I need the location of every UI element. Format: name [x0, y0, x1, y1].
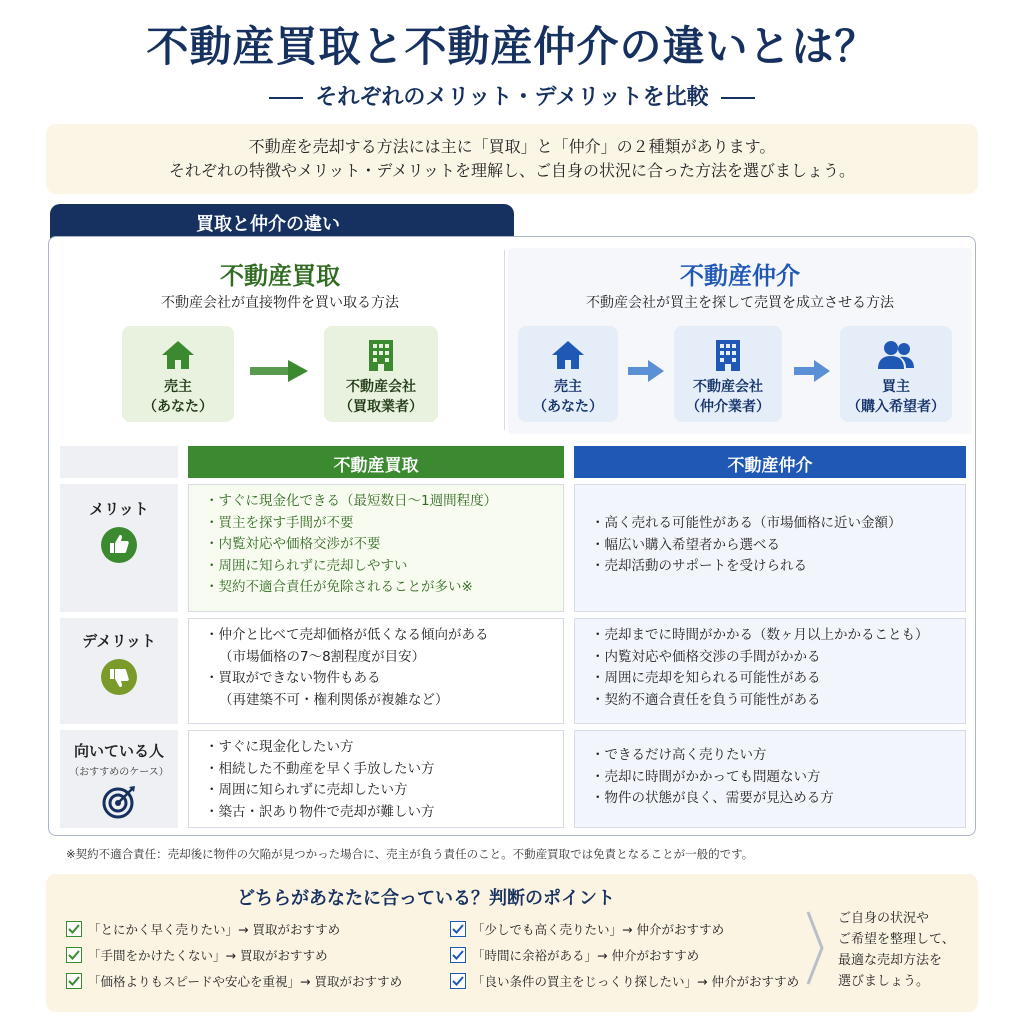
- cell-suited-kaitori: [188, 730, 564, 828]
- list-item: （市場価格の7〜8割程度が目安）: [219, 648, 426, 665]
- chukai-flow-buyer: [840, 326, 952, 422]
- list-item: ・内覧対応や価格交渉が不要: [205, 536, 381, 552]
- row-label-suited: [60, 730, 178, 828]
- intro-line-1: 不動産を売却する方法には主に「買取」と「仲介」の２種類があります。: [248, 137, 776, 156]
- kaitori-flow-company: [324, 326, 438, 422]
- check-item-kaitori: [66, 920, 340, 938]
- list-item: ・周囲に知られずに売却しやすい: [205, 557, 408, 574]
- chukai-flow-company: [674, 326, 782, 422]
- checkbox-checked-icon: [450, 921, 466, 937]
- subtitle-dash-right: [721, 97, 755, 99]
- check-item-chukai: [450, 946, 699, 964]
- check-item-kaitori: [66, 972, 402, 990]
- chukai-panel: [508, 248, 972, 434]
- list-item: ・仲介と比べて売却価格が低くなる傾向がある: [205, 627, 489, 643]
- flow-label: 買主: [882, 379, 910, 395]
- chukai-flow-seller: [518, 326, 618, 422]
- list-item: ・物件の状態が良く、需要が見込める方: [591, 790, 834, 806]
- list-item: （再建築不可・権利関係が複雑など）: [219, 691, 449, 708]
- flow-sublabel: （購入希望者）: [847, 399, 945, 415]
- checkbox-checked-icon: [450, 973, 466, 989]
- list-item: ・築古・訳あり物件で売却が難しい方: [205, 803, 435, 820]
- flow-sublabel: （あなた）: [143, 399, 213, 415]
- checkbox-checked-icon: [450, 947, 466, 963]
- check-item-text: 「少しでも高く売りたい」→ 仲介がおすすめ: [472, 922, 725, 937]
- chukai-title: 不動産仲介: [680, 262, 800, 290]
- list-item: ・買取ができない物件もある: [205, 670, 381, 686]
- judgement-box: [46, 874, 978, 1012]
- note-line: ご自身の状況や: [838, 911, 930, 926]
- list-item: ・すぐに現金化したい方: [205, 739, 354, 755]
- target-icon: [101, 784, 137, 820]
- section-tab: 買取と仲介の違い: [50, 204, 514, 240]
- flow-label: 売主: [554, 379, 582, 395]
- list-item: ・売却に時間がかかっても問題ない方: [591, 768, 821, 785]
- arrow-right-icon: [794, 360, 830, 386]
- flow-label: 不動産会社: [346, 379, 416, 395]
- building-icon: [674, 338, 782, 372]
- judgement-note: [838, 908, 955, 992]
- checkbox-checked-icon: [66, 947, 82, 963]
- row-label-sub: （おすすめのケース）: [69, 767, 169, 778]
- list-item: ・周囲に知られずに売却したい方: [205, 782, 408, 798]
- chukai-desc: 不動産会社が買主を探して売買を成立させる方法: [586, 295, 894, 311]
- panel-divider: [504, 250, 505, 430]
- list-item: ・幅広い購入希望者から選べる: [591, 536, 780, 553]
- arrow-right-icon: [628, 360, 664, 386]
- check-item-text: 「手間をかけたくない」→ 買取がおすすめ: [88, 948, 328, 963]
- intro-box: [46, 124, 978, 194]
- people-icon: [840, 338, 952, 372]
- chevron-right-icon: [806, 910, 824, 990]
- kaitori-flow-seller: [122, 326, 234, 422]
- thumbs-down-icon: [101, 659, 137, 695]
- building-icon: [324, 338, 438, 372]
- table-corner: [60, 446, 178, 478]
- house-icon: [518, 338, 618, 372]
- list-item: ・周囲に売却を知られる可能性がある: [591, 670, 821, 686]
- page-title: 不動産買取と不動産仲介の違いとは？: [146, 22, 878, 71]
- flow-label: 売主: [164, 379, 192, 395]
- note-line: ご希望を整理して、: [838, 932, 955, 947]
- row-label-text: デメリット: [82, 632, 156, 650]
- subtitle-dash-left: [269, 97, 303, 99]
- flow-sublabel: （あなた）: [533, 399, 603, 415]
- list-item: ・相続した不動産を早く手放したい方: [205, 760, 435, 777]
- cell-demerit-chukai: [574, 618, 966, 724]
- flow-sublabel: （仲介業者）: [686, 399, 770, 415]
- house-icon: [122, 338, 234, 372]
- kaitori-panel: [60, 248, 500, 434]
- list-item: ・買主を探す手間が不要: [205, 514, 354, 531]
- row-label-merit: [60, 484, 178, 612]
- arrow-right-icon: [250, 360, 308, 386]
- row-label-text: メリット: [89, 500, 149, 518]
- list-item: ・すぐに現金化できる（最短数日〜1週間程度）: [205, 493, 498, 509]
- check-item-text: 「時間に余裕がある」→ 仲介がおすすめ: [472, 948, 700, 963]
- checkbox-checked-icon: [66, 973, 82, 989]
- note-line: 最適な売却方法を: [838, 953, 943, 968]
- footnote: ※契約不適合責任：売却後に物件の欠陥が見つかった場合に、売主が負う責任のこと。不動産買取では免責となることが一般的です。: [66, 847, 754, 861]
- list-item: ・高く売れる可能性がある（市場価格に近い金額）: [591, 515, 902, 531]
- cell-merit-kaitori: [188, 484, 564, 612]
- intro-line-2: それぞれの特徴やメリット・デメリットを理解し、ご自身の状況に合った方法を選びましょう。: [168, 161, 856, 180]
- kaitori-title: 不動産買取: [220, 262, 340, 290]
- check-item-text: 「良い条件の買主をじっくり探したい」→ 仲介がおすすめ: [472, 974, 800, 989]
- column-header-chukai: 不動産仲介: [574, 446, 966, 478]
- list-item: ・売却活動のサポートを受けられる: [591, 558, 807, 574]
- cell-merit-chukai: [574, 484, 966, 612]
- flow-label: 不動産会社: [693, 379, 763, 395]
- list-item: ・内覧対応や価格交渉の手間がかかる: [591, 648, 821, 665]
- list-item: ・契約不適合責任を負う可能性がある: [591, 691, 821, 708]
- list-item: ・契約不適合責任が免除されることが多い※: [205, 579, 473, 595]
- subtitle-text: それぞれのメリット・デメリットを比較: [315, 85, 709, 110]
- cell-suited-chukai: [574, 730, 966, 828]
- check-item-chukai: [450, 920, 724, 938]
- page-subtitle: [0, 80, 1024, 111]
- check-item-kaitori: [66, 946, 328, 964]
- checkbox-checked-icon: [66, 921, 82, 937]
- check-item-text: 「とにかく早く売りたい」→ 買取がおすすめ: [88, 922, 341, 937]
- note-line: 選びましょう。: [838, 974, 930, 989]
- kaitori-desc: 不動産会社が直接物件を買い取る方法: [161, 295, 399, 311]
- row-label-text: 向いている人: [73, 742, 164, 760]
- flow-sublabel: （買取業者）: [339, 399, 423, 415]
- row-label-demerit: [60, 618, 178, 724]
- check-item-text: 「価格よりもスピードや安心を重視」→ 買取がおすすめ: [88, 974, 403, 989]
- thumbs-up-icon: [101, 527, 137, 563]
- list-item: ・できるだけ高く売りたい方: [591, 747, 767, 763]
- judgement-title: どちらがあなたに合っている？判断のポイント: [237, 888, 615, 909]
- column-header-kaitori: 不動産買取: [188, 446, 564, 478]
- cell-demerit-kaitori: [188, 618, 564, 724]
- list-item: ・売却までに時間がかかる（数ヶ月以上かかることも）: [591, 627, 929, 643]
- check-item-chukai: [450, 972, 799, 990]
